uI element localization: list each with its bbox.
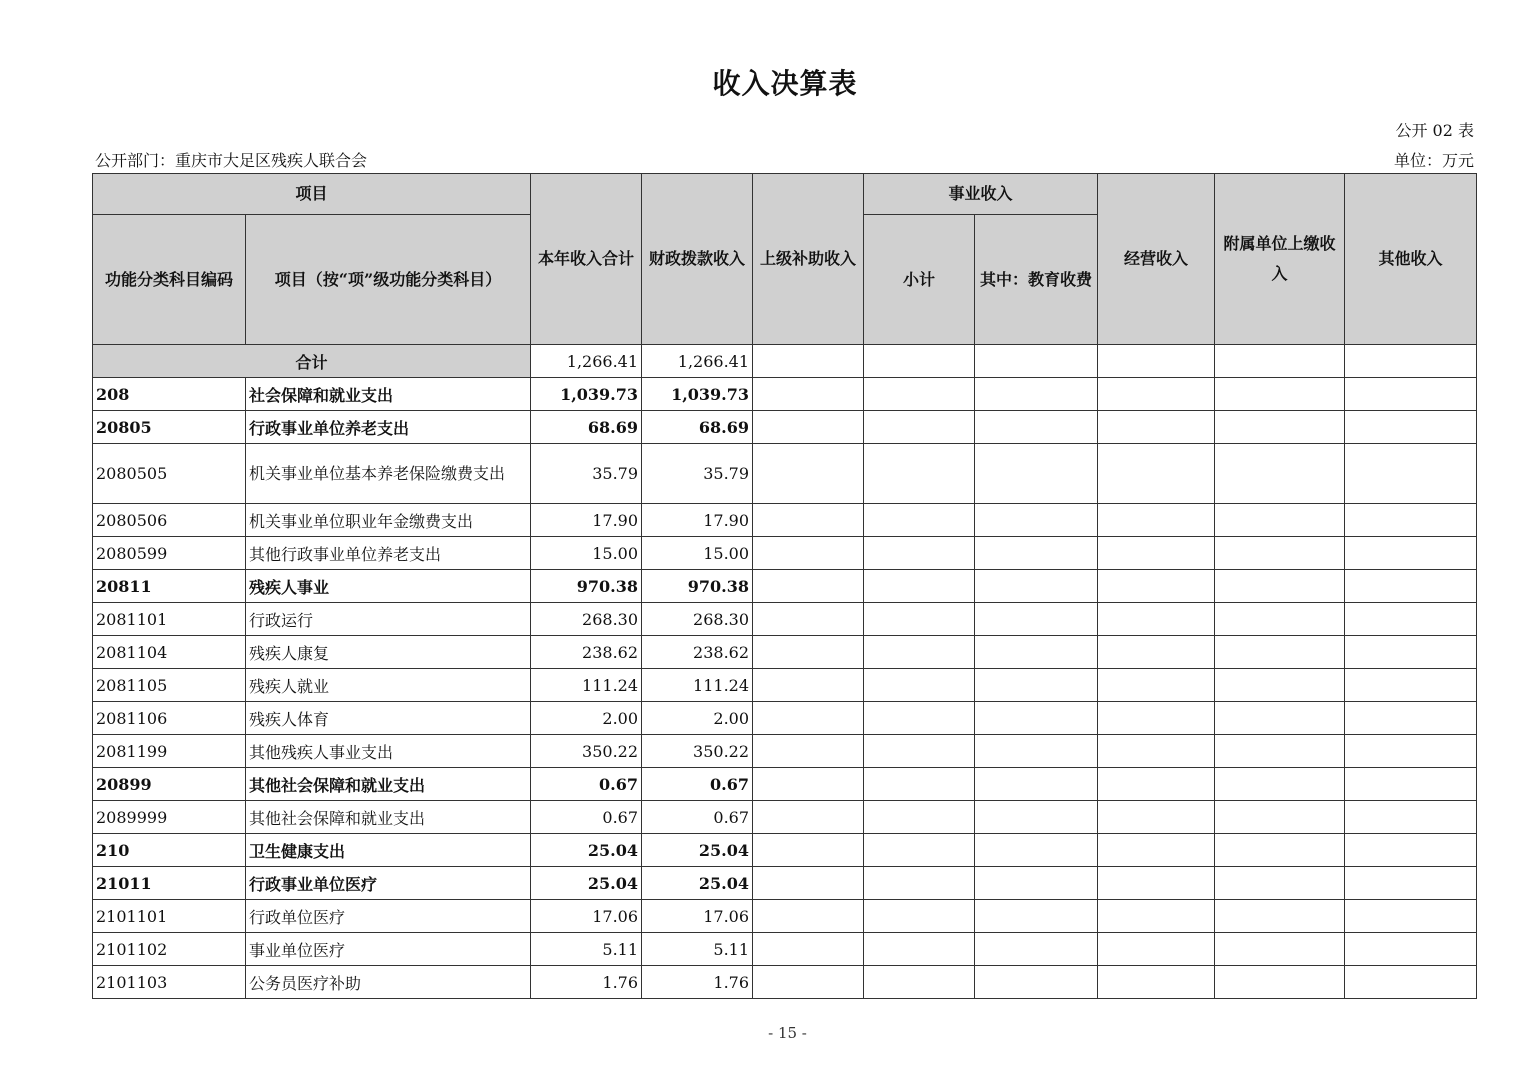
table-row <box>93 636 1477 669</box>
empty-cell <box>1098 966 1215 999</box>
empty-cell <box>753 570 864 603</box>
empty-cell <box>1098 867 1215 900</box>
empty-cell <box>975 834 1098 867</box>
row-name: 社会保障和就业支出 <box>246 378 531 411</box>
row-code: 208 <box>93 378 246 411</box>
row-fiscal: 350.22 <box>642 735 753 768</box>
empty-cell <box>1345 504 1477 537</box>
header-operating: 经营收入 <box>1098 174 1215 345</box>
row-fiscal: 0.67 <box>642 801 753 834</box>
row-code: 2081105 <box>93 669 246 702</box>
empty-cell <box>864 966 975 999</box>
empty-cell <box>753 933 864 966</box>
row-code: 2081199 <box>93 735 246 768</box>
empty-cell <box>975 537 1098 570</box>
empty-cell <box>1215 966 1345 999</box>
page-number: - 15 - <box>768 1024 807 1042</box>
row-name: 残疾人体育 <box>246 702 531 735</box>
empty-cell <box>753 801 864 834</box>
empty-cell <box>864 504 975 537</box>
row-code: 2101101 <box>93 900 246 933</box>
department-label: 公开部门：重庆市大足区残疾人联合会 <box>95 151 368 170</box>
row-code: 20805 <box>93 411 246 444</box>
unit-label: 单位：万元 <box>1393 151 1474 170</box>
row-code: 2101103 <box>93 966 246 999</box>
empty-cell <box>753 504 864 537</box>
row-name: 事业单位医疗 <box>246 933 531 966</box>
row-total-income: 0.67 <box>531 801 642 834</box>
row-fiscal: 35.79 <box>642 444 753 504</box>
header-code: 功能分类科目编码 <box>93 215 246 345</box>
empty-cell <box>1215 378 1345 411</box>
header-subtotal: 小计 <box>864 215 975 345</box>
row-total-income: 15.00 <box>531 537 642 570</box>
header-name: 项目（按“项”级功能分类科目） <box>246 215 531 345</box>
empty-cell <box>753 444 864 504</box>
empty-cell <box>975 735 1098 768</box>
empty-cell <box>753 636 864 669</box>
empty-cell <box>864 735 975 768</box>
table-row <box>93 603 1477 636</box>
empty-cell <box>753 702 864 735</box>
table-row <box>93 702 1477 735</box>
empty-cell <box>1345 966 1477 999</box>
total-income-value: 1,266.41 <box>531 345 642 378</box>
row-total-income: 970.38 <box>531 570 642 603</box>
row-fiscal: 970.38 <box>642 570 753 603</box>
empty-cell <box>1098 636 1215 669</box>
row-fiscal: 1.76 <box>642 966 753 999</box>
header-other: 其他收入 <box>1345 174 1477 345</box>
total-fiscal-value: 1,266.41 <box>642 345 753 378</box>
table-row <box>93 801 1477 834</box>
row-code: 20811 <box>93 570 246 603</box>
table-row <box>93 570 1477 603</box>
empty-cell <box>975 801 1098 834</box>
empty-cell <box>1345 378 1477 411</box>
empty-cell <box>1345 537 1477 570</box>
row-total-income: 238.62 <box>531 636 642 669</box>
empty-cell <box>1098 504 1215 537</box>
empty-cell <box>1345 900 1477 933</box>
row-fiscal: 17.90 <box>642 504 753 537</box>
row-fiscal: 25.04 <box>642 867 753 900</box>
row-fiscal: 2.00 <box>642 702 753 735</box>
empty-cell <box>1098 378 1215 411</box>
empty-cell <box>1345 735 1477 768</box>
empty-cell <box>864 378 975 411</box>
empty-cell <box>1215 933 1345 966</box>
empty-cell <box>975 636 1098 669</box>
row-code: 2081106 <box>93 702 246 735</box>
row-code: 20899 <box>93 768 246 801</box>
row-name: 其他社会保障和就业支出 <box>246 768 531 801</box>
row-total-income: 1.76 <box>531 966 642 999</box>
empty-cell <box>1345 603 1477 636</box>
row-code: 2080599 <box>93 537 246 570</box>
row-fiscal: 268.30 <box>642 603 753 636</box>
empty-cell <box>1215 735 1345 768</box>
empty-cell <box>1215 636 1345 669</box>
row-name: 机关事业单位职业年金缴费支出 <box>246 504 531 537</box>
empty-cell <box>1345 411 1477 444</box>
empty-cell <box>1215 900 1345 933</box>
table-row <box>93 735 1477 768</box>
row-name: 行政单位医疗 <box>246 900 531 933</box>
empty-cell <box>1098 933 1215 966</box>
empty-cell <box>1345 444 1477 504</box>
empty-cell <box>1215 444 1345 504</box>
row-total-income: 350.22 <box>531 735 642 768</box>
empty-cell <box>1215 603 1345 636</box>
empty-cell <box>975 933 1098 966</box>
row-total-income: 2.00 <box>531 702 642 735</box>
empty-cell <box>975 411 1098 444</box>
table-row <box>93 834 1477 867</box>
empty-cell <box>1345 801 1477 834</box>
empty-cell <box>1215 768 1345 801</box>
empty-cell <box>753 669 864 702</box>
row-fiscal: 0.67 <box>642 768 753 801</box>
row-fiscal: 111.24 <box>642 669 753 702</box>
empty-cell <box>1098 570 1215 603</box>
row-total-income: 25.04 <box>531 867 642 900</box>
row-total-income: 1,039.73 <box>531 378 642 411</box>
row-total-income: 17.90 <box>531 504 642 537</box>
empty-cell <box>864 444 975 504</box>
row-fiscal: 68.69 <box>642 411 753 444</box>
empty-cell <box>1215 669 1345 702</box>
empty-cell <box>975 966 1098 999</box>
row-total-income: 111.24 <box>531 669 642 702</box>
empty-cell <box>1345 834 1477 867</box>
empty-cell <box>1098 537 1215 570</box>
header-education-fee: 其中：教育收费 <box>975 215 1098 345</box>
row-code: 2101102 <box>93 933 246 966</box>
row-code: 210 <box>93 834 246 867</box>
row-name: 卫生健康支出 <box>246 834 531 867</box>
empty-cell <box>1345 933 1477 966</box>
empty-cell <box>753 411 864 444</box>
empty-cell <box>753 867 864 900</box>
table-row <box>93 933 1477 966</box>
total-row <box>93 345 1477 378</box>
table-row <box>93 504 1477 537</box>
empty-cell <box>1098 669 1215 702</box>
empty-cell <box>864 834 975 867</box>
row-fiscal: 238.62 <box>642 636 753 669</box>
empty-cell <box>1215 702 1345 735</box>
empty-cell <box>864 411 975 444</box>
table-row <box>93 669 1477 702</box>
row-name: 行政事业单位医疗 <box>246 867 531 900</box>
table-row <box>93 537 1477 570</box>
table-row <box>93 867 1477 900</box>
empty-cell <box>1215 801 1345 834</box>
empty-cell <box>975 867 1098 900</box>
row-name: 残疾人事业 <box>246 570 531 603</box>
row-name: 行政事业单位养老支出 <box>246 411 531 444</box>
row-code: 2081101 <box>93 603 246 636</box>
form-number: 公开 02 表 <box>1395 121 1474 140</box>
empty-cell <box>1098 801 1215 834</box>
header-superior-subsidy: 上级补助收入 <box>753 174 864 345</box>
empty-cell <box>975 702 1098 735</box>
empty-cell <box>1345 768 1477 801</box>
empty-cell <box>864 900 975 933</box>
row-fiscal: 5.11 <box>642 933 753 966</box>
empty-cell <box>975 504 1098 537</box>
row-code: 2089999 <box>93 801 246 834</box>
header-business-income: 事业收入 <box>864 174 1098 215</box>
row-total-income: 0.67 <box>531 768 642 801</box>
empty-cell <box>975 669 1098 702</box>
empty-cell <box>975 900 1098 933</box>
row-name: 残疾人就业 <box>246 669 531 702</box>
empty-cell <box>1215 411 1345 444</box>
empty-cell <box>1098 900 1215 933</box>
empty-cell <box>864 768 975 801</box>
empty-cell <box>1098 735 1215 768</box>
empty-cell <box>1345 867 1477 900</box>
empty-cell <box>975 603 1098 636</box>
empty-cell <box>753 966 864 999</box>
table-row <box>93 768 1477 801</box>
empty-cell <box>864 570 975 603</box>
row-code: 2080505 <box>93 444 246 504</box>
empty-cell <box>864 636 975 669</box>
empty-cell <box>753 537 864 570</box>
table-row <box>93 378 1477 411</box>
row-name: 公务员医疗补助 <box>246 966 531 999</box>
empty-cell <box>753 834 864 867</box>
empty-cell <box>1345 669 1477 702</box>
header-affiliated: 附属单位上缴收入 <box>1215 174 1345 345</box>
empty-cell <box>975 444 1098 504</box>
row-fiscal: 15.00 <box>642 537 753 570</box>
row-name: 其他行政事业单位养老支出 <box>246 537 531 570</box>
empty-cell <box>975 378 1098 411</box>
empty-cell <box>1215 570 1345 603</box>
row-fiscal: 25.04 <box>642 834 753 867</box>
empty-cell <box>1098 444 1215 504</box>
empty-cell <box>864 801 975 834</box>
row-code: 2080506 <box>93 504 246 537</box>
empty-cell <box>975 570 1098 603</box>
table-row <box>93 411 1477 444</box>
row-total-income: 5.11 <box>531 933 642 966</box>
header-total-income: 本年收入合计 <box>531 174 642 345</box>
empty-cell <box>1215 504 1345 537</box>
empty-cell <box>1098 411 1215 444</box>
empty-cell <box>864 537 975 570</box>
row-code: 21011 <box>93 867 246 900</box>
empty-cell <box>753 768 864 801</box>
table-row <box>93 966 1477 999</box>
page-title: 收入决算表 <box>712 67 858 100</box>
row-name: 其他社会保障和就业支出 <box>246 801 531 834</box>
row-total-income: 268.30 <box>531 603 642 636</box>
row-total-income: 17.06 <box>531 900 642 933</box>
header-project: 项目 <box>93 174 531 215</box>
empty-cell <box>864 669 975 702</box>
table-row <box>93 900 1477 933</box>
row-fiscal: 1,039.73 <box>642 378 753 411</box>
empty-cell <box>1345 570 1477 603</box>
empty-cell <box>1215 867 1345 900</box>
empty-cell <box>1098 768 1215 801</box>
row-name: 行政运行 <box>246 603 531 636</box>
empty-cell <box>864 702 975 735</box>
empty-cell <box>753 603 864 636</box>
empty-cell <box>1345 702 1477 735</box>
row-total-income: 68.69 <box>531 411 642 444</box>
row-total-income: 25.04 <box>531 834 642 867</box>
total-label: 合计 <box>93 345 531 378</box>
empty-cell <box>864 603 975 636</box>
row-name: 残疾人康复 <box>246 636 531 669</box>
row-name: 机关事业单位基本养老保险缴费支出 <box>246 444 531 504</box>
empty-cell <box>753 900 864 933</box>
empty-cell <box>864 867 975 900</box>
empty-cell <box>1098 702 1215 735</box>
table-row <box>93 444 1477 504</box>
empty-cell <box>1215 537 1345 570</box>
row-name: 其他残疾人事业支出 <box>246 735 531 768</box>
empty-cell <box>753 735 864 768</box>
row-code: 2081104 <box>93 636 246 669</box>
empty-cell <box>1098 834 1215 867</box>
empty-cell <box>975 768 1098 801</box>
empty-cell <box>1215 834 1345 867</box>
empty-cell <box>753 378 864 411</box>
row-total-income: 35.79 <box>531 444 642 504</box>
row-fiscal: 17.06 <box>642 900 753 933</box>
income-table <box>92 173 1477 999</box>
empty-cell <box>1345 636 1477 669</box>
empty-cell <box>864 933 975 966</box>
header-fiscal: 财政拨款收入 <box>642 174 753 345</box>
empty-cell <box>1098 603 1215 636</box>
